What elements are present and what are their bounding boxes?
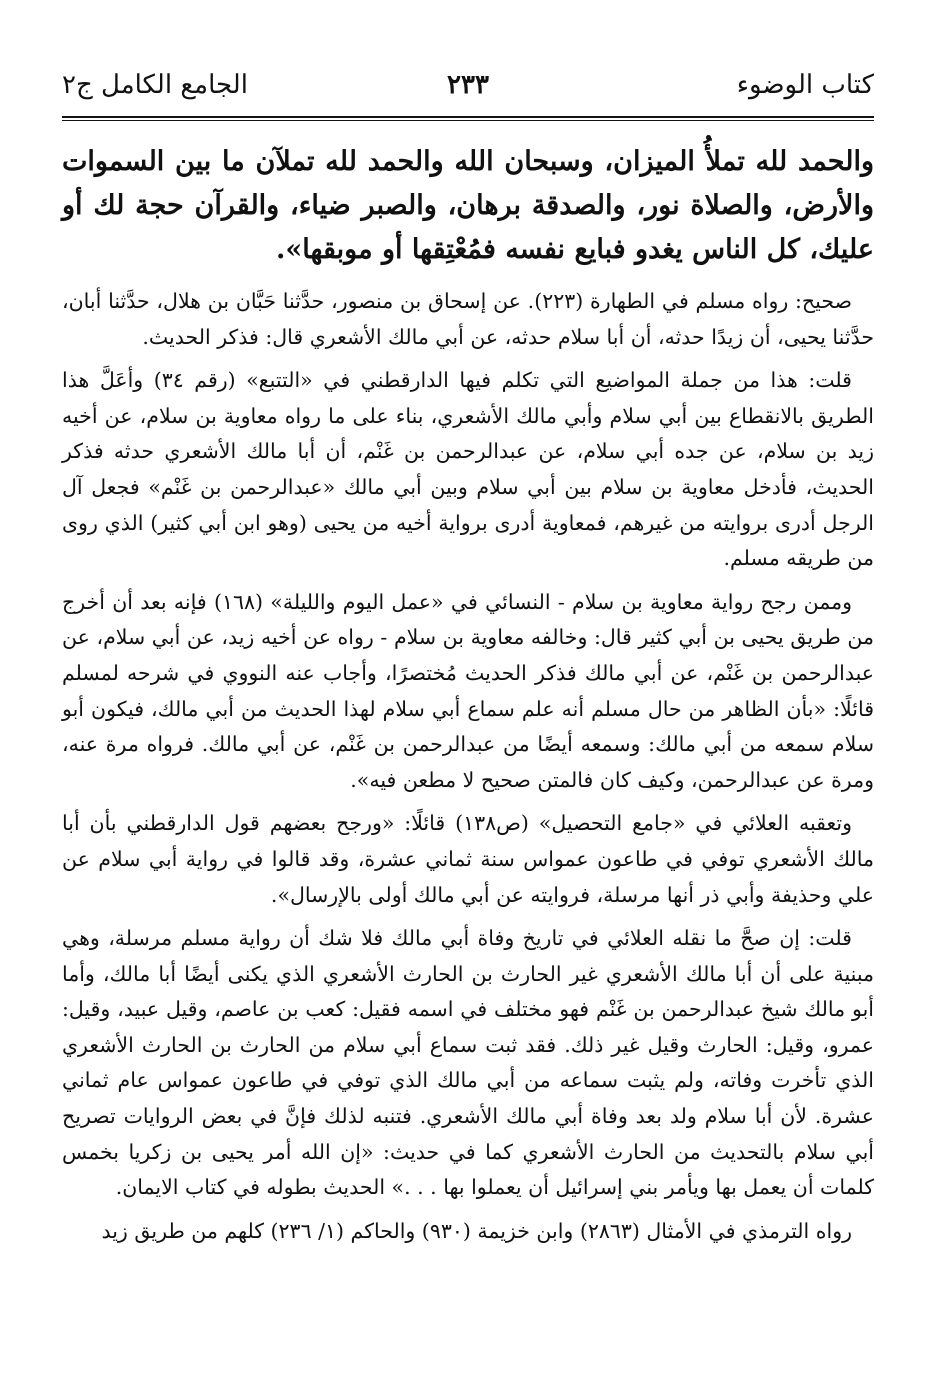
hadith-text: والحمد لله تملأُ الميزان، وسبحان الله والحمد لله تملآن ما بين السموات والأرض، والصلاة نور، والصدقة برهان، والصبر ضياء، والقرآن حجة لك أو عليك، كل الناس يغدو فبايع نفسه فمُعْتِقها أو موبقها». — [62, 146, 874, 265]
paragraph-comment-3: وتعقبه العلائي في «جامع التحصيل» (ص١٣٨) قائلًا: «ورجح بعضهم قول الدارقطني بأن أبا مالك الأشعري توفي في طاعون عمواس سنة ثماني عشرة، وقد قالوا في رواية أبي سلام عن علي وحذيفة وأبي ذر أنها مرسلة، فروايته عن أبي مالك أولى بالإرسال». — [62, 811, 874, 907]
page-number: ٢٣٣ — [447, 70, 489, 100]
page-header — [62, 70, 874, 110]
header-rule — [62, 116, 874, 121]
paragraph-comment-2: وممن رجح رواية معاوية بن سلام - النسائي في «عمل اليوم والليلة» (١٦٨) فإنه بعد أن أخرج من طريق يحيى بن أبي كثير قال: وخالفه معاوية بن سلام - رواه عن أخيه زيد، عن أبي سلام، عن عبدالرحمن بن غَنْم، عن أبي مالك فذكر الحديث مُختصرًا، وأجاب عنه النووي في شرحه لمسلم قائلًا: «بأن الظاهر من حال مسلم أنه علم سماع أبي سلام لهذا الحديث من أبي مالك، فيكون أبو سلام سمعه من أبي مالك: وسمعه أيضًا من عبدالرحمن بن غَنْم، عن أبي مالك. فرواه مرة عنه، ومرة عن عبدالرحمن، وكيف كان فالمتن صحيح لا مطعن فيه». — [62, 589, 874, 792]
paragraph-comment-4: قلت: إن صحَّ ما نقله العلائي في تاريخ وفاة أبي مالك فلا شك أن رواية مسلم مرسلة، وهي مبنية على أن أبا مالك الأشعري غير الحارث بن الحارث الأشعري الذي يكنى أيضًا أبا مالك، وأما أبو مالك شيخ عبدالرحمن بن غَنْم فهو مختلف في اسمه فقيل: كعب بن عاصم، وقيل عبيد، وقيل: عمرو، وقيل: الحارث وقيل غير ذلك. فقد ثبت سماع أبي سلام من الحارث بن الحارث الأشعري الذي تأخرت وفاته، ولم يثبت سماعه من أبي مالك الذي توفي في طاعون عمواس عام ثماني عشرة. لأن أبا سلام ولد بعد وفاة أبي مالك الأشعري. فتنبه لذلك فإنَّ في بعض الروايات تصريح أبي سلام بالتحديث من الحارث الأشعري كما في حديث: «إن الله أمر يحيى بن زكريا بخمس كلمات أن يعمل بها ويأمر بني إسرائيل أن يعملوا بها . . .» الحديث بطوله في كتاب الايمان. — [62, 926, 874, 1200]
paragraph-takhrij-2: رواه الترمذي في الأمثال (٢٨٦٣) وابن خزيمة (٩٣٠) والحاكم (١/ ٢٣٦) كلهم من طريق زيد — [101, 1218, 852, 1243]
page-body — [62, 140, 874, 1257]
running-title-collection: الجامع الكامل ج٢ — [62, 70, 248, 100]
running-title-book: كتاب الوضوء — [736, 70, 874, 100]
paragraph-comment-1: قلت: هذا من جملة المواضيع التي تكلم فيها الدارقطني في «التتبع» (رقم ٣٤) وأعَلَّ هذا الطريق بالانقطاع بين أبي سلام وأبي مالك الأشعري، بناء على ما رواه معاوية بن سلام، عن أخيه زيد بن سلام، عن جده أبي سلام، عن عبدالرحمن بن غَنْم، أن أبا مالك الأشعري حدثه فذكر الحديث، فأدخل معاوية بن سلام بين أبي سلام وبين أبي مالك «عبدالرحمن بن غَنْم» فجعل آل الرجل أدرى بروايته من غيرهم، فمعاوية أدرى برواية أخيه من يحيى (وهو ابن أبي كثير) الذي روى من طريقه مسلم. — [62, 368, 874, 571]
paragraph-takhrij: صحيح: رواه مسلم في الطهارة (٢٢٣). عن إسحاق بن منصور، حدَّثنا حَبَّان بن هلال، حدَّثنا أبان، حدَّثنا يحيى، أن زيدًا حدثه، أن أبا سلام حدثه، عن أبي مالك الأشعري قال: فذكر الحديث. — [62, 289, 874, 349]
